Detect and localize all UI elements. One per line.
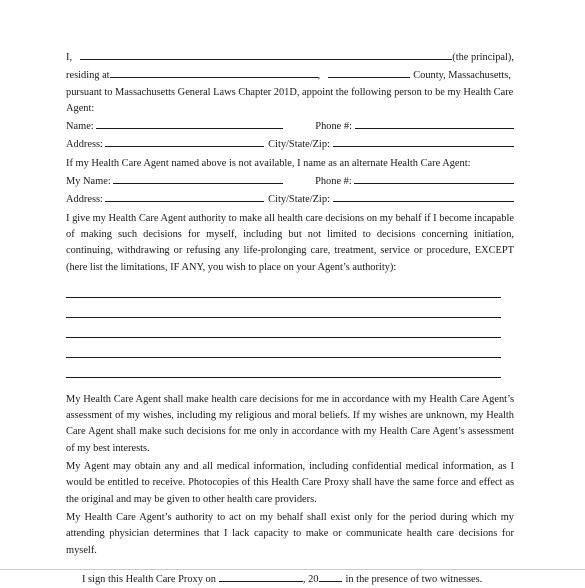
signature-date-field[interactable] xyxy=(219,570,303,582)
alternate-intro: If my Health Care Agent named above is not available, I name as an alternate Health Care Agent: xyxy=(66,157,471,169)
limitations-line-2[interactable] xyxy=(66,298,501,318)
residence-line xyxy=(66,66,514,84)
agent-phone-field[interactable] xyxy=(355,117,514,129)
principal-suffix: (the principal), xyxy=(452,52,514,63)
principal-line xyxy=(66,48,514,66)
health-care-proxy-form xyxy=(66,48,514,588)
alternate-name-label: My Name: xyxy=(66,176,111,188)
residence-prefix: residing at xyxy=(66,70,110,82)
agent-decisions-paragraph: My Health Care Agent shall make health care decisions for me in accordance with my Health Care Agent’s assessment of my wishes, including my religious and moral beliefs. If my wishes are unknown, my Health Care Agent shall make such decisions for me only in accordance with my Health Care Agent’s assessment of my best interests. xyxy=(66,393,514,454)
residence-address-field[interactable] xyxy=(110,66,318,78)
principal-name-field[interactable] xyxy=(80,48,452,60)
authority-paragraph: I give my Health Care Agent authority to make all health care decisions on my behalf if I become incapable of making such decisions for myself, including but not limited to decisions concerning initiation, continuing, withdrawing or refusing any life-prolonging care, treatment, service or procedure, EXCEPT (here list the limitations, IF ANY, you wish to place on your Agent’s authority): xyxy=(66,212,514,273)
limitations-line-3[interactable] xyxy=(66,318,501,338)
agent-label-line: Agent: xyxy=(66,102,95,114)
agent-name-label: Name: xyxy=(66,121,94,133)
agent-address-label: Address: xyxy=(66,139,103,151)
limitations-line-4[interactable] xyxy=(66,338,501,358)
alternate-address-row xyxy=(66,190,514,208)
alternate-phone-field[interactable] xyxy=(354,172,514,184)
authority-period-paragraph: My Health Care Agent’s authority to act on my behalf shall exist only for the period during which my attending physician determines that I lack capacity to make or communicate health care decisions for myself. xyxy=(66,511,514,556)
signature-year-field[interactable] xyxy=(319,570,342,582)
agent-address-field[interactable] xyxy=(105,135,264,147)
principal-prefix: I, xyxy=(66,52,73,63)
limitations-lines xyxy=(66,276,514,378)
alternate-phone-label: Phone #: xyxy=(315,176,352,188)
alternate-city-label: City/State/Zip: xyxy=(268,194,330,206)
limitations-line-5[interactable] xyxy=(66,358,501,378)
agent-city-label: City/State/Zip: xyxy=(268,139,330,151)
residence-sep: , xyxy=(317,70,321,82)
agent-name-field[interactable] xyxy=(96,117,283,129)
alternate-city-field[interactable] xyxy=(333,190,514,202)
agent-name-row xyxy=(66,117,514,135)
residence-suffix: County, Massachusetts, xyxy=(413,70,511,82)
statute-line: pursuant to Massachusetts General Laws Chapter 201D, appoint the following person to be my Health Care xyxy=(66,86,514,98)
residence-county-field[interactable] xyxy=(328,66,410,78)
limitations-line-1[interactable] xyxy=(66,278,501,298)
alternate-address-field[interactable] xyxy=(105,190,264,202)
agent-address-row xyxy=(66,135,514,153)
alternate-address-label: Address: xyxy=(66,194,103,206)
alternate-name-row xyxy=(66,172,514,190)
medical-info-paragraph: My Agent may obtain any and all medical information, including confidential medical information, as I would be entitled to receive. Photocopies of this Health Care Proxy shall have the same force and effect as the original and may be given to other health care providers. xyxy=(66,461,514,505)
alternate-name-field[interactable] xyxy=(113,172,282,184)
signature-suffix: in the presence of two witnesses. xyxy=(345,573,483,585)
signature-prefix: I sign this Health Care Proxy on xyxy=(82,573,216,585)
agent-city-field[interactable] xyxy=(333,135,514,147)
agent-phone-label: Phone #: xyxy=(315,121,352,133)
signature-line xyxy=(66,570,514,588)
signature-year-prefix: , 20 xyxy=(302,573,319,585)
